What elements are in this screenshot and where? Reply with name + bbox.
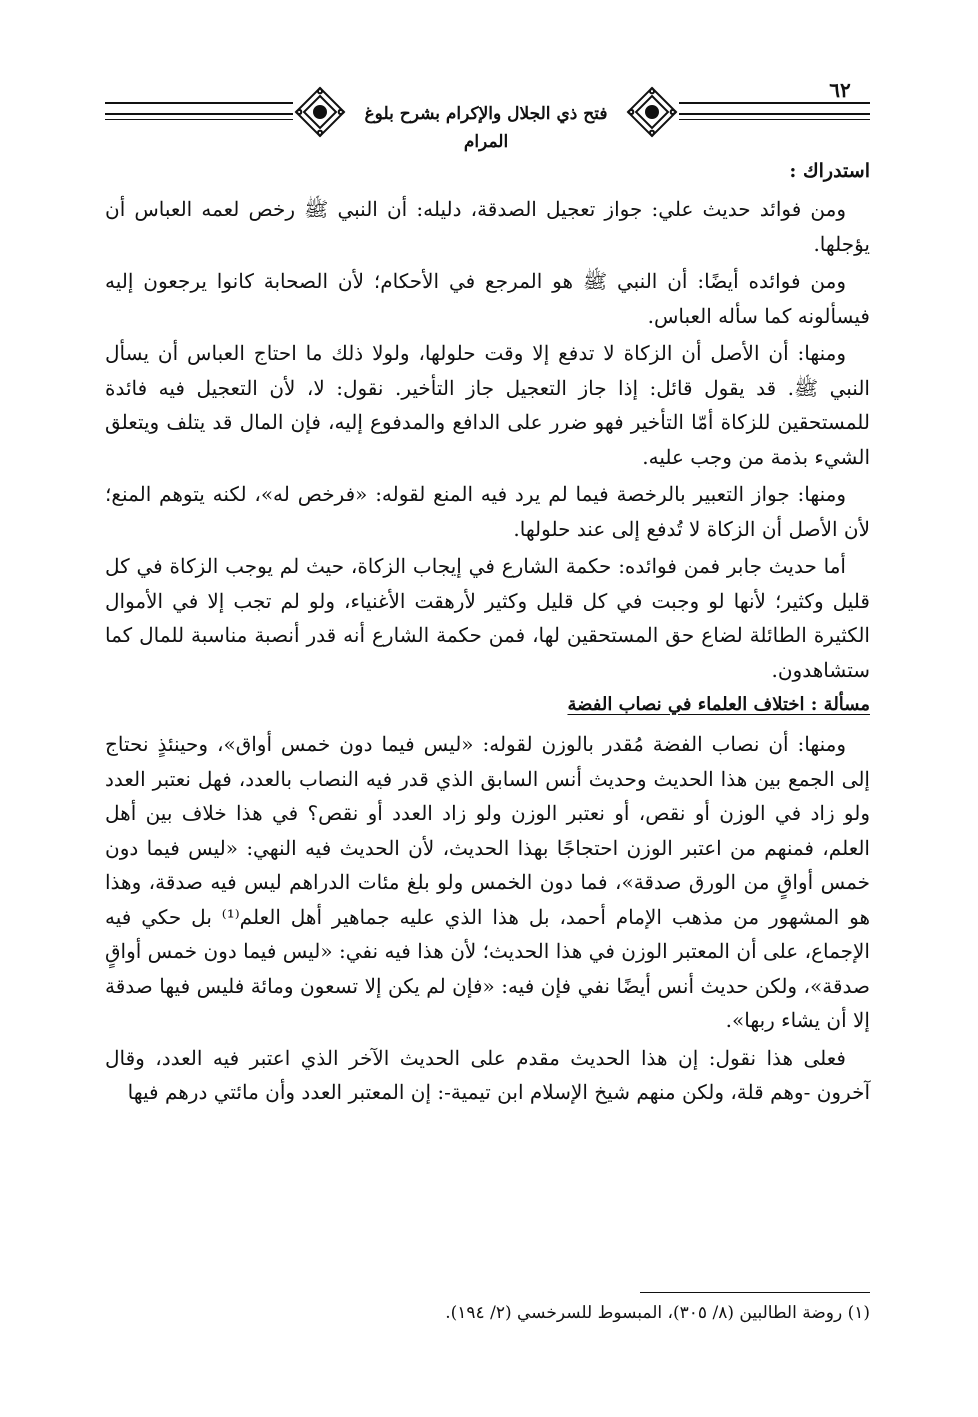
paragraph: ومن فوائد حديث علي: جواز تعجيل الصدقة، دليله: أن النبي ﷺ رخص لعمه العباس أن يؤجلها. [105, 197, 870, 256]
ornament-icon [293, 85, 347, 139]
paragraph: فعلى هذا نقول: إن هذا الحديث مقدم على الحديث الآخر الذي اعتبر فيه العدد، وقال آخرون -وهم قلة، ولكن منهم شيخ الإسلام ابن تيمية-: إن المعتبر العدد وأن مائتي درهم فيها [105, 1045, 870, 1104]
paragraph: ومنها: أن نصاب الفضة مُقدر بالوزن لقوله: «ليس فيما دون خمس أواق»، وحينئذٍ نحتاج إلى الجمع بين هذا الحديث وحديث أنس السابق الذي قدر فيه النصاب بالعدد، فهل نعتبر العدد ولو زاد في الوزن أو نقص، أو نعتبر الوزن ولو زاد العدد أو نقص؟ في هذا خلاف بين أهل العلم، فمنهم من اعتبر الوزن احتجاجًا بهذا الحديث، لأن الحديث فيه النهي: «ليس فيما دون خمس أواقٍ من الورق صدقة»، فما دون الخمس ولو بلغ مئات الدراهم ليس فيه صدقة، وهذا هو المشهور من مذهب الإمام أحمد، بل هذا الذي عليه جماهير أهل العلم⁽¹⁾ بل حكي فيه الإجماع، على أن المعتبر الوزن في هذا الحديث؛ لأن هذا فيه نفي: «ليس فيما دون خمس أواقٍ صدقة»، ولكن حديث أنس أيضًا نفي فإن فيه: «فإن لم يكن إلا تسعون ومائة فليس فيها صدقة إلا أن يشاء ربها». [105, 732, 871, 1032]
page-body [105, 150, 870, 1113]
section-heading: استدراك : [789, 160, 870, 182]
paragraph: أما حديث جابر فمن فوائده: حكمة الشارع في إيجاب الزكاة، حيث لم يوجب الزكاة في كل قليل وكثير؛ لأنها لو وجبت في كل قليل وكثير لأرهقت الأغنياء، ولو لم تجب إلا في الأموال الكثيرة الطائلة لضاع حق المستحقين لها، فمن حكمة الشارع أنه قدر أنصبة مناسبة للمال كما ستشاهدون. [105, 554, 870, 682]
paragraph: ومنها: أن الأصل أن الزكاة لا تدفع إلا وقت حلولها، ولولا ذلك ما احتاج العباس أن يسأل النبي ﷺ. قد يقول قائل: إذا جاز التعجيل جاز التأخير. نقول: لا، لأن التعجيل فيه فائدة للمستحقين للزكاة أمّا التأخير فهو ضرر على الدافع والمدفوع إليه، فإن المال قد يتلف ويتعلق الشيء بذمة من وجب عليه. [105, 341, 870, 469]
page-header [105, 80, 870, 150]
footnote: (١) روضة الطالبين (٨/ ٣٠٥)، المبسوط للسرخسي (٢/ ١٩٤). [445, 1303, 870, 1323]
page-number: ٦٢ [810, 80, 870, 100]
paragraph: ومنها: جواز التعبير بالرخصة فيما لم يرد فيه المنع لقوله: «فرخص له»، لكنه يتوهم المنع؛ لأن الأصل أن الزكاة لا تُدفع إلى عند حلولها. [105, 482, 870, 541]
ornament-icon [625, 85, 679, 139]
issue-heading: مسألة : اختلاف العلماء في نصاب الفضة [567, 694, 870, 715]
footnote-rule [640, 1292, 870, 1293]
paragraph: ومن فوائده أيضًا: أن النبي ﷺ هو المرجع في الأحكام؛ لأن الصحابة كانوا يرجعون إليه فيسألونه كما سأله العباس. [105, 269, 870, 328]
book-title: فتح ذي الجلال والإكرام بشرح بلوغ المرام [347, 100, 625, 128]
